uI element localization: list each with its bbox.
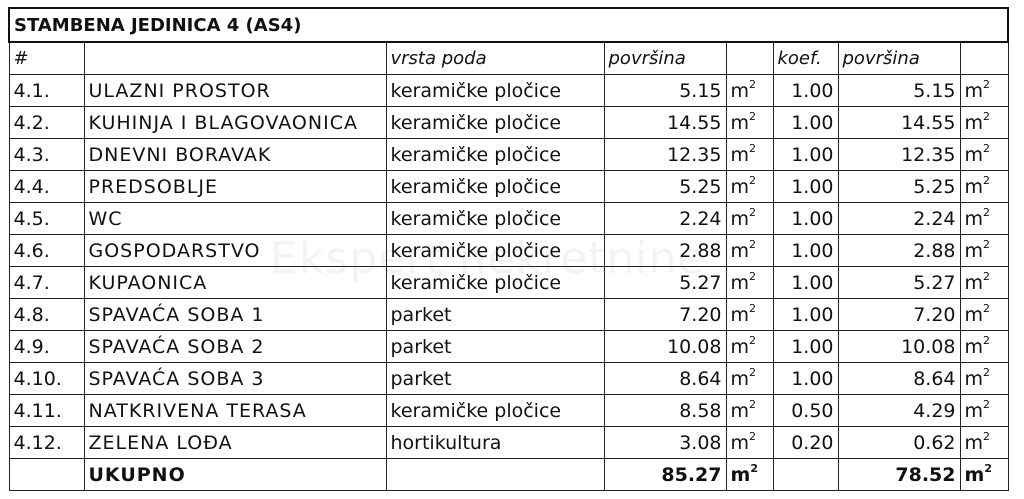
area-unit bbox=[726, 267, 773, 299]
header-coefficient: koef. bbox=[773, 42, 838, 75]
area-unit bbox=[726, 331, 773, 363]
adjusted-area-unit-exponent: 2 bbox=[983, 397, 991, 411]
table-row bbox=[9, 75, 1008, 107]
header-floor-type: vrsta poda bbox=[386, 42, 604, 75]
area-unit-base: m bbox=[730, 271, 750, 294]
area-value: 5.15 bbox=[604, 75, 726, 107]
adjusted-area-value: 5.27 bbox=[838, 267, 960, 299]
adjusted-area-unit-exponent: 2 bbox=[983, 77, 991, 91]
adjusted-area-unit-exponent: 2 bbox=[983, 333, 991, 347]
room-name: SPAVAĆA SOBA 3 bbox=[84, 363, 386, 395]
area-unit bbox=[726, 75, 773, 107]
coefficient-value: 1.00 bbox=[773, 235, 838, 267]
total-adjusted-area-unit-exponent: 2 bbox=[984, 461, 992, 475]
row-index: 4.11. bbox=[9, 395, 84, 427]
floor-type: hortikultura bbox=[386, 427, 604, 459]
adjusted-area-value: 12.35 bbox=[838, 139, 960, 171]
adjusted-area-unit bbox=[960, 75, 1008, 107]
row-index: 4.2. bbox=[9, 107, 84, 139]
row-index: 4.8. bbox=[9, 299, 84, 331]
coefficient-value: 1.00 bbox=[773, 267, 838, 299]
adjusted-area-unit bbox=[960, 203, 1008, 235]
total-area-unit bbox=[726, 459, 773, 491]
adjusted-area-unit-base: m bbox=[964, 143, 984, 166]
area-value: 2.88 bbox=[604, 235, 726, 267]
adjusted-area-value: 2.88 bbox=[838, 235, 960, 267]
adjusted-area-value: 2.24 bbox=[838, 203, 960, 235]
total-area: 85.27 bbox=[604, 459, 726, 491]
room-name: KUHINJA I BLAGOVAONICA bbox=[84, 107, 386, 139]
floor-type: keramičke pločice bbox=[386, 171, 604, 203]
adjusted-area-value: 14.55 bbox=[838, 107, 960, 139]
area-unit-base: m bbox=[730, 207, 750, 230]
header-name bbox=[84, 42, 386, 75]
adjusted-area-unit-exponent: 2 bbox=[983, 109, 991, 123]
table-row bbox=[9, 171, 1008, 203]
adjusted-area-unit-base: m bbox=[964, 111, 984, 134]
adjusted-area-unit-exponent: 2 bbox=[983, 269, 991, 283]
header-unit bbox=[726, 42, 773, 75]
area-unit bbox=[726, 171, 773, 203]
table-row bbox=[9, 235, 1008, 267]
area-value: 3.08 bbox=[604, 427, 726, 459]
area-value: 5.27 bbox=[604, 267, 726, 299]
area-unit bbox=[726, 363, 773, 395]
area-value: 5.25 bbox=[604, 171, 726, 203]
adjusted-area-unit bbox=[960, 107, 1008, 139]
row-index: 4.7. bbox=[9, 267, 84, 299]
row-index: 4.4. bbox=[9, 171, 84, 203]
table-row bbox=[9, 107, 1008, 139]
area-unit-exponent: 2 bbox=[749, 333, 757, 347]
adjusted-area-unit bbox=[960, 139, 1008, 171]
row-index: 4.12. bbox=[9, 427, 84, 459]
adjusted-area-unit-base: m bbox=[964, 303, 984, 326]
total-empty-coef bbox=[773, 459, 838, 491]
room-name: KUPAONICA bbox=[84, 267, 386, 299]
area-value: 8.64 bbox=[604, 363, 726, 395]
table-row bbox=[9, 299, 1008, 331]
total-adjusted-area-unit bbox=[960, 459, 1008, 491]
total-area-unit-exponent: 2 bbox=[750, 461, 758, 475]
adjusted-area-unit-exponent: 2 bbox=[983, 141, 991, 155]
adjusted-area-unit-base: m bbox=[964, 207, 984, 230]
area-value: 10.08 bbox=[604, 331, 726, 363]
total-adjusted-area: 78.52 bbox=[838, 459, 960, 491]
area-unit-exponent: 2 bbox=[749, 205, 757, 219]
area-unit-exponent: 2 bbox=[749, 173, 757, 187]
coefficient-value: 1.00 bbox=[773, 171, 838, 203]
area-unit-base: m bbox=[730, 367, 750, 390]
area-value: 12.35 bbox=[604, 139, 726, 171]
coefficient-value: 1.00 bbox=[773, 331, 838, 363]
area-unit bbox=[726, 299, 773, 331]
room-name: DNEVNI BORAVAK bbox=[84, 139, 386, 171]
adjusted-area-unit-base: m bbox=[964, 335, 984, 358]
table-row bbox=[9, 363, 1008, 395]
adjusted-area-value: 8.64 bbox=[838, 363, 960, 395]
coefficient-value: 1.00 bbox=[773, 299, 838, 331]
table-row bbox=[9, 395, 1008, 427]
adjusted-area-unit-base: m bbox=[964, 367, 984, 390]
floor-type: keramičke pločice bbox=[386, 107, 604, 139]
row-index: 4.1. bbox=[9, 75, 84, 107]
area-value: 7.20 bbox=[604, 299, 726, 331]
adjusted-area-unit bbox=[960, 395, 1008, 427]
room-name: PREDSOBLJE bbox=[84, 171, 386, 203]
adjusted-area-value: 10.08 bbox=[838, 331, 960, 363]
adjusted-area-unit bbox=[960, 363, 1008, 395]
area-unit-exponent: 2 bbox=[749, 397, 757, 411]
area-unit-exponent: 2 bbox=[749, 77, 757, 91]
area-unit-exponent: 2 bbox=[749, 269, 757, 283]
adjusted-area-unit-base: m bbox=[964, 79, 984, 102]
coefficient-value: 1.00 bbox=[773, 107, 838, 139]
area-unit-exponent: 2 bbox=[749, 365, 757, 379]
area-unit-exponent: 2 bbox=[749, 141, 757, 155]
adjusted-area-value: 5.15 bbox=[838, 75, 960, 107]
area-unit-exponent: 2 bbox=[749, 237, 757, 251]
floor-type: keramičke pločice bbox=[386, 235, 604, 267]
table-title-row bbox=[9, 8, 1008, 42]
table-title: STAMBENA JEDINICA 4 (AS4) bbox=[9, 8, 1008, 42]
coefficient-value: 1.00 bbox=[773, 203, 838, 235]
coefficient-value: 0.50 bbox=[773, 395, 838, 427]
area-unit-base: m bbox=[730, 303, 750, 326]
area-unit-base: m bbox=[730, 431, 750, 454]
area-unit-base: m bbox=[730, 239, 750, 262]
area-unit-exponent: 2 bbox=[749, 301, 757, 315]
coefficient-value: 1.00 bbox=[773, 363, 838, 395]
row-index: 4.5. bbox=[9, 203, 84, 235]
area-unit-base: m bbox=[730, 143, 750, 166]
area-unit-exponent: 2 bbox=[749, 109, 757, 123]
table-row bbox=[9, 331, 1008, 363]
row-index: 4.3. bbox=[9, 139, 84, 171]
row-index: 4.9. bbox=[9, 331, 84, 363]
total-empty-floor bbox=[386, 459, 604, 491]
adjusted-area-unit-exponent: 2 bbox=[983, 301, 991, 315]
floor-type: keramičke pločice bbox=[386, 75, 604, 107]
room-name: ULAZNI PROSTOR bbox=[84, 75, 386, 107]
adjusted-area-unit bbox=[960, 235, 1008, 267]
adjusted-area-unit bbox=[960, 331, 1008, 363]
total-area-unit-base: m bbox=[730, 463, 751, 486]
area-value: 2.24 bbox=[604, 203, 726, 235]
row-index: 4.6. bbox=[9, 235, 84, 267]
floor-type: parket bbox=[386, 299, 604, 331]
area-unit bbox=[726, 395, 773, 427]
header-index: # bbox=[9, 42, 84, 75]
room-area-table bbox=[8, 7, 1009, 491]
area-unit bbox=[726, 203, 773, 235]
area-unit-base: m bbox=[730, 335, 750, 358]
total-adjusted-area-unit-base: m bbox=[964, 463, 985, 486]
floor-type: parket bbox=[386, 363, 604, 395]
area-unit bbox=[726, 427, 773, 459]
adjusted-area-unit-exponent: 2 bbox=[983, 173, 991, 187]
floor-type: keramičke pločice bbox=[386, 395, 604, 427]
table-row bbox=[9, 139, 1008, 171]
floor-type: keramičke pločice bbox=[386, 267, 604, 299]
area-value: 14.55 bbox=[604, 107, 726, 139]
total-row bbox=[9, 459, 1008, 491]
total-label: UKUPNO bbox=[84, 459, 386, 491]
adjusted-area-unit bbox=[960, 171, 1008, 203]
area-unit-base: m bbox=[730, 79, 750, 102]
coefficient-value: 1.00 bbox=[773, 139, 838, 171]
adjusted-area-unit-exponent: 2 bbox=[983, 237, 991, 251]
adjusted-area-unit-base: m bbox=[964, 271, 984, 294]
area-unit-exponent: 2 bbox=[749, 429, 757, 443]
adjusted-area-unit bbox=[960, 427, 1008, 459]
adjusted-area-unit-base: m bbox=[964, 239, 984, 262]
area-unit bbox=[726, 235, 773, 267]
table-row bbox=[9, 203, 1008, 235]
room-name: SPAVAĆA SOBA 1 bbox=[84, 299, 386, 331]
adjusted-area-unit-base: m bbox=[964, 399, 984, 422]
adjusted-area-unit-exponent: 2 bbox=[983, 429, 991, 443]
area-unit-base: m bbox=[730, 399, 750, 422]
header-area-adjusted: površina bbox=[838, 42, 960, 75]
table-row bbox=[9, 427, 1008, 459]
floor-type: keramičke pločice bbox=[386, 139, 604, 171]
adjusted-area-unit-base: m bbox=[964, 431, 984, 454]
adjusted-area-unit-exponent: 2 bbox=[983, 205, 991, 219]
area-unit bbox=[726, 107, 773, 139]
floor-type: keramičke pločice bbox=[386, 203, 604, 235]
adjusted-area-value: 7.20 bbox=[838, 299, 960, 331]
row-index: 4.10. bbox=[9, 363, 84, 395]
area-unit-base: m bbox=[730, 175, 750, 198]
area-unit bbox=[726, 139, 773, 171]
room-name: GOSPODARSTVO bbox=[84, 235, 386, 267]
coefficient-value: 0.20 bbox=[773, 427, 838, 459]
room-name: ZELENA LOĐA bbox=[84, 427, 386, 459]
area-unit-base: m bbox=[730, 111, 750, 134]
adjusted-area-unit bbox=[960, 267, 1008, 299]
adjusted-area-value: 4.29 bbox=[838, 395, 960, 427]
room-name: NATKRIVENA TERASA bbox=[84, 395, 386, 427]
table-row bbox=[9, 267, 1008, 299]
adjusted-area-value: 0.62 bbox=[838, 427, 960, 459]
header-row bbox=[9, 42, 1008, 75]
room-name: WC bbox=[84, 203, 386, 235]
room-name: SPAVAĆA SOBA 2 bbox=[84, 331, 386, 363]
adjusted-area-unit-base: m bbox=[964, 175, 984, 198]
area-value: 8.58 bbox=[604, 395, 726, 427]
adjusted-area-unit bbox=[960, 299, 1008, 331]
floor-type: parket bbox=[386, 331, 604, 363]
header-unit-adjusted bbox=[960, 42, 1008, 75]
adjusted-area-unit-exponent: 2 bbox=[983, 365, 991, 379]
total-empty-index bbox=[9, 459, 84, 491]
adjusted-area-value: 5.25 bbox=[838, 171, 960, 203]
coefficient-value: 1.00 bbox=[773, 75, 838, 107]
header-area: površina bbox=[604, 42, 726, 75]
